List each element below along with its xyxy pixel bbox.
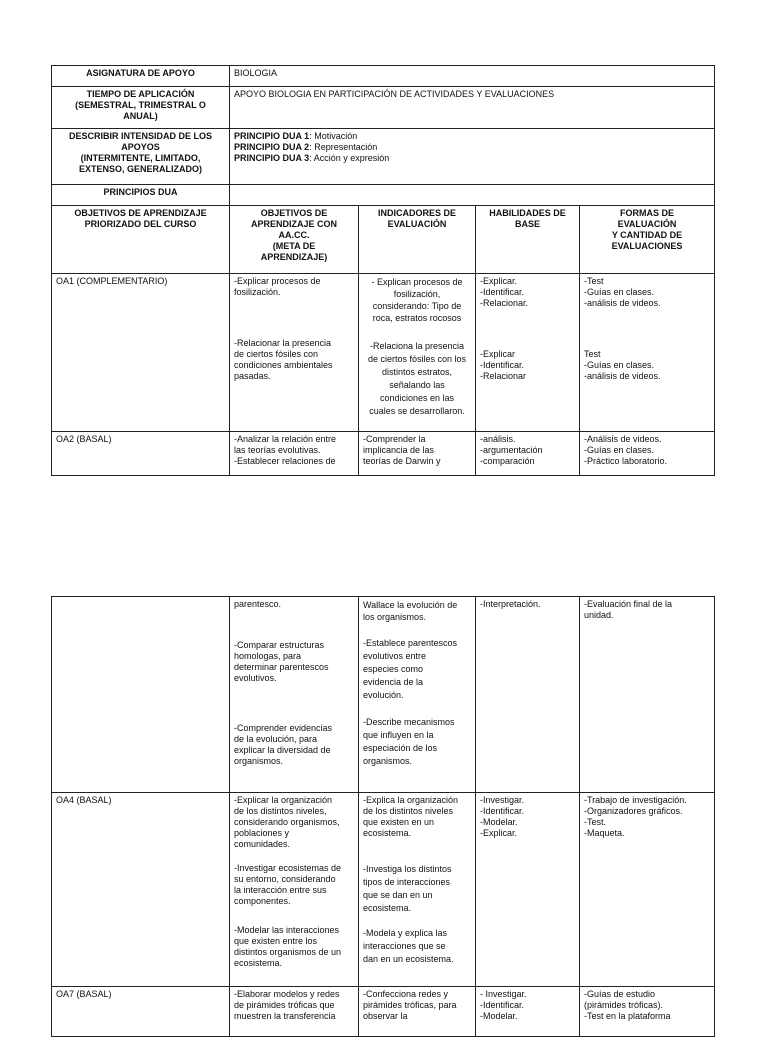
table-row bbox=[52, 274, 715, 432]
intensidad-label: DESCRIBIR INTENSIDAD DE LOS APOYOS (INTERMITENTE, LIMITADO, EXTENSO, GENERALIZADO) bbox=[52, 129, 230, 185]
oa4-indicadores: -Explica la organización de los distintos niveles que existen en un ecosistema. -Investiga los distintos tipos de interacciones que se dan en un ecosistema. -Modela y explica las interacciones que se dan en un ecosistema. bbox=[359, 793, 476, 987]
principios-dua-value bbox=[230, 185, 715, 206]
tiempo-label: TIEMPO DE APLICACIÓN (SEMESTRAL, TRIMESTRAL O ANUAL) bbox=[52, 87, 230, 129]
oa7-formas: -Guías de estudio (pirámides tróficas). -Test en la plataforma bbox=[580, 987, 715, 1037]
oa4-label: OA4 (BASAL) bbox=[52, 793, 230, 987]
oa2-cont-formas: -Evaluación final de la unidad. bbox=[580, 597, 715, 793]
tiempo-value: APOYO BIOLOGIA EN PARTICIPACIÓN DE ACTIVIDADES Y EVALUACIONES bbox=[230, 87, 715, 129]
planning-table-top bbox=[51, 65, 715, 476]
header-habilidades: HABILIDADES DE BASE bbox=[476, 206, 580, 274]
oa2-formas: -Análisis de videos. -Guías en clases. -Práctico laboratorio. bbox=[580, 432, 715, 476]
oa2-label: OA2 (BASAL) bbox=[52, 432, 230, 476]
oa2-habilidades: -análisis. -argumentación -comparación bbox=[476, 432, 580, 476]
oa1-formas: -Test -Guías en clases. -análisis de videos. Test -Guías en clases. -análisis de videos. bbox=[580, 274, 715, 432]
table-row bbox=[52, 432, 715, 476]
header-objetivos-aacc: OBJETIVOS DE APRENDIZAJE CON AA.CC. (META DE APRENDIZAJE) bbox=[230, 206, 359, 274]
oa2-cont-objetivos: parentesco. -Comparar estructuras homologas, para determinar parentescos evolutivos. -Comprender evidencias de la evolución, para explicar la diversidad de organismos. bbox=[230, 597, 359, 793]
principio-dua-3: PRINCIPIO DUA 3: Acción y expresión bbox=[234, 153, 390, 163]
oa7-objetivos: -Elaborar modelos y redes de pirámides tróficas que muestren la transferencia bbox=[230, 987, 359, 1037]
oa4-habilidades: -Investigar. -Identificar. -Modelar. -Explicar. bbox=[476, 793, 580, 987]
oa7-indicadores: -Confecciona redes y pirámides tróficas, para observar la bbox=[359, 987, 476, 1037]
oa7-habilidades: - Investigar. -Identificar. -Modelar. bbox=[476, 987, 580, 1037]
principio-dua-2: PRINCIPIO DUA 2: Representación bbox=[234, 142, 378, 152]
oa2-cont-indicadores: Wallace la evolución de los organismos. -Establece parentescos evolutivos entre especies como evidencia de la evolución. -Describe mecanismos que influyen en la especiación de los organismos. bbox=[359, 597, 476, 793]
header-formas-evaluacion: FORMAS DE EVALUACIÓN Y CANTIDAD DE EVALUACIONES bbox=[580, 206, 715, 274]
oa2-cont-habilidades: -Interpretación. bbox=[476, 597, 580, 793]
planning-table-continued bbox=[51, 596, 715, 1037]
oa1-indicadores: - Explican procesos de fosilización, considerando: Tipo de roca, estratos rocosos -Relaciona la presencia de ciertos fósiles con los distintos estratos, señalando las condiciones en las cuales se desarrollaron. bbox=[359, 274, 476, 432]
header-objetivos-priorizado: OBJETIVOS DE APRENDIZAJE PRIORIZADO DEL CURSO bbox=[52, 206, 230, 274]
principios-dua-label: PRINCIPIOS DUA bbox=[52, 185, 230, 206]
oa1-habilidades: -Explicar. -Identificar. -Relacionar. -Explicar -Identificar. -Relacionar bbox=[476, 274, 580, 432]
principios-dua-list bbox=[230, 129, 715, 185]
oa2-indicadores: -Comprender la implicancia de las teorías de Darwin y bbox=[359, 432, 476, 476]
oa1-objetivos: -Explicar procesos de fosilización. -Relacionar la presencia de ciertos fósiles con condiciones ambientales pasadas. bbox=[230, 274, 359, 432]
oa4-objetivos: -Explicar la organización de los distintos niveles, considerando organismos, poblaciones y comunidades. -Investigar ecosistemas de su entorno, considerando la interacción entre sus componentes. -Modelar las interacciones que existen entre los distintos organismos de un ecosistema. bbox=[230, 793, 359, 987]
oa2-objetivos: -Analizar la relación entre las teorías evolutivas. -Establecer relaciones de bbox=[230, 432, 359, 476]
oa2-cont-label bbox=[52, 597, 230, 793]
oa1-label: OA1 (COMPLEMENTARIO) bbox=[52, 274, 230, 432]
asignatura-value: BIOLOGIA bbox=[230, 66, 715, 87]
principio-dua-1: PRINCIPIO DUA 1: Motivación bbox=[234, 131, 358, 141]
table-row bbox=[52, 793, 715, 987]
header-indicadores: INDICADORES DE EVALUACIÓN bbox=[359, 206, 476, 274]
oa7-label: OA7 (BASAL) bbox=[52, 987, 230, 1037]
asignatura-label: ASIGNATURA DE APOYO bbox=[52, 66, 230, 87]
table-row bbox=[52, 987, 715, 1037]
oa4-formas: -Trabajo de investigación. -Organizadores gráficos. -Test. -Maqueta. bbox=[580, 793, 715, 987]
table-row bbox=[52, 597, 715, 793]
